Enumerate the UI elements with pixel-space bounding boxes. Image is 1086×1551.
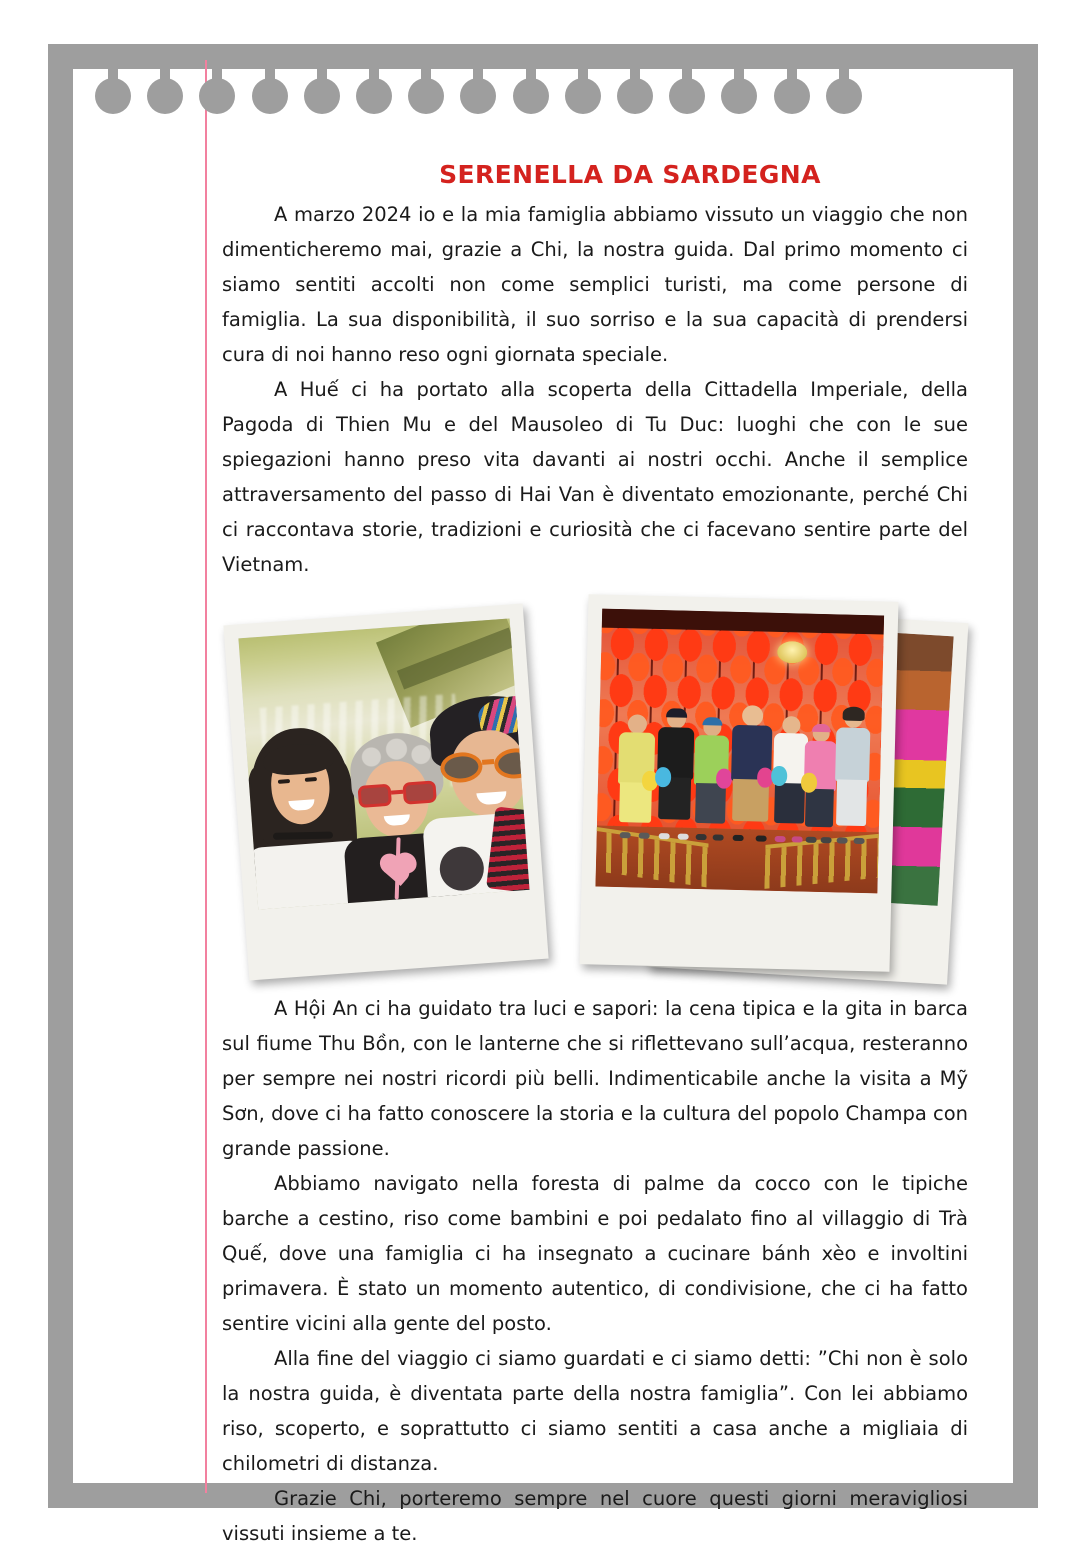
paragraph-6: Grazie Chi, porteremo sempre nel cuore questi giorni meravigliosi vissuti insieme a te. [222,1487,968,1545]
margin-rule-line [205,60,207,1493]
article-body [222,160,968,1551]
paragraph-4: Abbiamo navigato nella foresta di palme da cocco con le tipiche barche a cestino, riso come bambini e poi pedalato fino al villaggio di Trà Quế, dove una famiglia ci ha insegnato a cucinare bánh xèo e involtini primavera. È stato un momento autentico, di condivisione, che ci ha fatto sentire vicini alla gente del posto. [222,1172,968,1335]
page-title: SERENELLA DA SARDEGNA [439,160,821,189]
polaroid-selfie-river[interactable] [223,603,548,980]
paragraph-1: A marzo 2024 io e la mia famiglia abbiamo vissuto un viaggio che non dimenticheremo mai, grazie a Chi, la nostra guida. Dal primo momento ci siamo sentiti accolti non come semplici turisti, ma come persone di famiglia. La sua disponibilità, il suo sorriso e la sua capacità di prendersi cura di noi hanno reso ogni giornata speciale. [222,203,968,366]
photo-cluster [222,586,968,991]
gold-lantern [777,641,808,664]
selfie-person-right [419,691,529,896]
group-person-6 [803,725,838,840]
group-person-7 [834,710,871,841]
paragraph-5: Alla fine del viaggio ci siamo guardati e ci siamo detti: ”Chi non è solo la nostra guida, è diventata parte della nostra famiglia”. Con lei abbiamo riso, scoperto, e soprattutto ci siamo sentiti a casa anche a migliaia di chilometri di distanza. [222,1347,968,1475]
selfie-river-image [238,618,529,909]
polaroid-group-lanterns[interactable] [580,594,899,971]
group-person-2 [656,709,695,836]
paragraph-2: A Huế ci ha portato alla scoperta della Cittadella Imperiale, della Pagoda di Thien Mu e del Mausoleo di Tu Duc: luoghi che con le sue spiegazioni hanno preso vita davanti ai nostri occhi. Anche il semplice attraversamento del passo di Hai Van è diventato emozionante, perché Chi ci raccontava storie, tradizioni e curiosità che ci facevano sentire parte del Vietnam. [222,378,968,576]
group-person-4 [729,705,772,838]
group-lanterns-image [595,609,884,894]
group-person-1 [616,714,655,835]
paragraph-3: A Hội An ci ha guidato tra luci e sapori: la cena tipica e la gita in barca sul fiume Thu Bồn, con le lanterne che si riflettevano sull’acqua, resteranno per sempre nei nostri ricordi più belli. Indimenticabile anche la visita a Mỹ Sơn, dove ci ha fatto conoscere la storia e la cultura del popolo Champa con grande passione. [222,997,968,1160]
group-person-3 [693,718,730,837]
